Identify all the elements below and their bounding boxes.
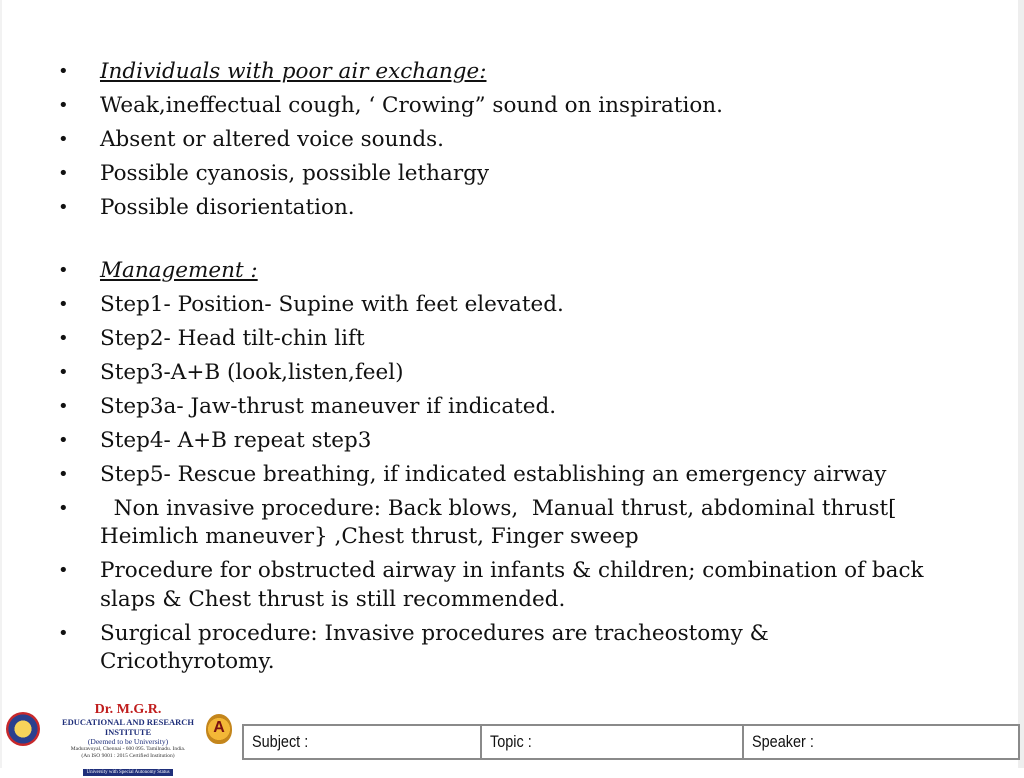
- bullet-item: [58, 557, 948, 614]
- bullet-dot: •: [58, 361, 69, 383]
- bullet-item: [58, 393, 948, 422]
- topic-label: Topic :: [490, 732, 532, 751]
- bullet-dot: •: [58, 61, 69, 82]
- institute-deemed-line: (Deemed to be University): [87, 737, 169, 746]
- speaker-label: Speaker :: [752, 732, 814, 751]
- topic-cell: [482, 726, 744, 758]
- bullet-text: Step3a- Jaw-thrust maneuver if indicated.: [100, 393, 557, 419]
- bullet-text: Step5- Rescue breathing, if indicated establishing an emergency airway: [100, 461, 887, 487]
- bullet-text: Management :: [100, 257, 258, 283]
- bullet-item: [58, 257, 948, 286]
- speaker-cell: [744, 726, 1018, 758]
- institute-address: Maduravoyal, Chennai - 600 095. Tamilnadu. India.: [70, 746, 186, 752]
- bullet-text: Step2- Head tilt-chin lift: [100, 325, 365, 351]
- bullet-text: Procedure for obstructed airway in infants & children; combination of back slaps & Chest thrust is still recommended.: [100, 558, 931, 612]
- bullet-dot: •: [58, 197, 69, 218]
- bullet-item: [58, 291, 948, 320]
- bullet-text: Non invasive procedure: Back blows, Manual thrust, abdominal thrust[ Heimlich maneuver} ,Chest thrust, Finger sweep: [100, 495, 904, 549]
- naac-badge-icon: A: [206, 714, 232, 744]
- bullet-dot: •: [58, 622, 69, 644]
- subject-cell: [244, 726, 482, 758]
- bullet-item: [58, 194, 948, 223]
- bullet-dot: •: [58, 129, 69, 150]
- bullet-dot: •: [58, 293, 69, 315]
- bullet-dot: •: [58, 497, 69, 519]
- bullet-text: Surgical procedure: Invasive procedures are tracheostomy & Cricothyrotomy.: [100, 620, 776, 674]
- bullet-item: [58, 92, 948, 121]
- bullet-text: Weak,ineffectual cough, ‘ Crowing” sound on inspiration.: [100, 93, 723, 118]
- subject-label: Subject :: [252, 732, 309, 751]
- bullet-dot: •: [58, 395, 69, 417]
- bullet-list: [58, 58, 948, 682]
- institute-name-block: [48, 702, 208, 778]
- bullet-text: Individuals with poor air exchange:: [100, 59, 487, 84]
- bullet-text: Step3-A+B (look,listen,feel): [100, 359, 404, 385]
- institute-logo: [6, 702, 232, 775]
- bullet-dot: •: [58, 95, 69, 116]
- bullet-text: Possible disorientation.: [100, 195, 355, 220]
- bullet-dot: •: [58, 327, 69, 349]
- bullet-dot: •: [58, 429, 69, 451]
- bullet-dot: •: [58, 163, 69, 184]
- bullet-dot: •: [58, 259, 69, 281]
- bullet-dot: •: [58, 560, 69, 581]
- bullet-item: [58, 160, 948, 189]
- bullet-dot: •: [58, 463, 69, 485]
- institute-iso: (An ISO 9001 : 2015 Certified Institution): [81, 753, 175, 759]
- bullet-item: [58, 461, 948, 490]
- institute-tagline: University with Special Autonomy Status: [83, 769, 172, 776]
- university-seal-icon: [6, 712, 40, 746]
- slide-info-table: [242, 724, 1020, 760]
- institute-name-line2: EDUCATIONAL AND RESEARCH INSTITUTE: [61, 717, 195, 737]
- bullet-item: [58, 620, 948, 677]
- bullet-text: Possible cyanosis, possible lethargy: [100, 161, 490, 186]
- bullet-item: [58, 359, 948, 388]
- bullet-item: [58, 58, 948, 87]
- bullet-text: Step4- A+B repeat step3: [100, 427, 372, 453]
- bullet-item: [58, 325, 948, 354]
- bullet-text: Absent or altered voice sounds.: [100, 127, 444, 152]
- institute-name-line1: Dr. M.G.R.: [94, 702, 162, 717]
- bullet-text: Step1- Position- Supine with feet elevated.: [100, 291, 564, 317]
- bullet-item: [58, 427, 948, 456]
- bullet-item: [58, 126, 948, 155]
- slide-footer: [0, 696, 1024, 775]
- bullet-item: [58, 495, 948, 552]
